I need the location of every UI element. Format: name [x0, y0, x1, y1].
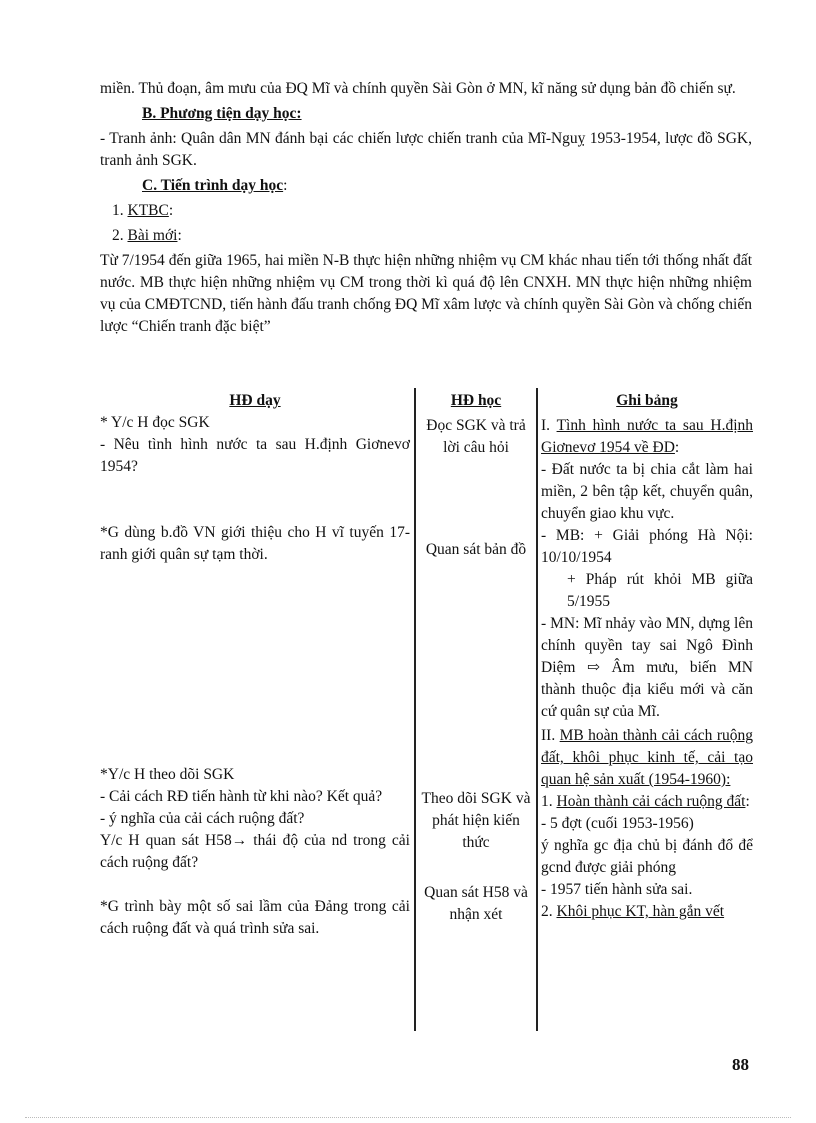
note-item: - Đất nước ta bị chia cắt làm hai miền, 2 bên tập kết, chuyển quân, chuyển giao khu vực. [541, 461, 753, 522]
column-divider [536, 388, 538, 1031]
teach-item: *Y/c H theo dõi SGK [100, 766, 235, 783]
step-2: 2. Bài mới: [112, 227, 182, 244]
section-1-title: I. Tình hình nước ta sau H.định Giơnevơ 1954 về ĐD: [541, 417, 753, 456]
learn-item: Đọc SGK và trả lời câu hỏi [426, 417, 526, 456]
intro-body: Từ 7/1954 đến giữa 1965, hai miền N-B thực hiện những nhiệm vụ CM khác nhau tiến tới thống nhất đất nước. MB thực hiện những nhiệm vụ CM trong thời kì quá độ lên CNXH. MN thực hiện những nhiệm vụ của CMĐTCND, tiến hành đấu tranh chống ĐQ Mĩ xâm lược và chính quyền Sài Gòn và chống chiến lược “Chiến tranh đặc biệt” [100, 252, 752, 335]
header-notes: Ghi bảng [616, 392, 678, 409]
teach-item: Y/c H quan sát H58→ thái độ của nd trong cải cách ruộng đất? [100, 832, 410, 871]
learn-item: Quan sát H58 và nhận xét [424, 884, 528, 923]
means-text: - Tranh ảnh: Quân dân MN đánh bại các chiến lược chiến tranh của Mĩ-Nguỵ 1953-1954, lược đồ SGK, tranh ảnh SGK. [100, 130, 752, 169]
teach-item: * Y/c H đọc SGK [100, 414, 210, 431]
header-teach: HĐ dạy [229, 392, 281, 409]
teach-item: *G trình bày một số sai lầm của Đảng trong cải cách ruộng đất và quá trình sửa sai. [100, 898, 410, 937]
notes-column [541, 415, 753, 923]
teach-item: *G dùng b.đồ VN giới thiệu cho H vĩ tuyến 17- ranh giới quân sự tạm thời. [100, 524, 410, 563]
note-item: - MN: Mĩ nhảy vào MN, dựng lên chính quyền tay sai Ngô Đình Diệm ⇨ Âm mưu, biến MN thành thuộc địa kiểu mới và căn cứ quân sự của Mĩ. [541, 615, 753, 720]
heading-process-colon: : [283, 177, 288, 194]
heading-means: B. Phương tiện dạy học: [142, 105, 302, 122]
teach-item: - Cải cách RĐ tiến hành từ khi nào? Kết quả? [100, 788, 383, 805]
note-item: + Pháp rút khỏi MB giữa 5/1955 [567, 571, 753, 610]
step-1: 1. KTBC: [112, 202, 174, 219]
section-2-title: II. MB hoàn thành cải cách ruộng đất, khôi phục kinh tế, cải tạo quan hệ sản xuất (1954-1960): [541, 727, 753, 788]
subsection-2-title: 2. Khôi phục KT, hàn gắn vết [541, 903, 725, 920]
intro-section [100, 78, 752, 341]
heading-process: C. Tiến trình dạy học [142, 177, 284, 194]
teach-column [100, 412, 410, 940]
note-item: - 1957 tiến hành sửa sai. [541, 881, 693, 898]
intro-line: miền. Thủ đoạn, âm mưu của ĐQ Mĩ và chính quyền Sài Gòn ở MN, kĩ năng sử dụng bản đồ chiến sự. [100, 80, 736, 97]
column-divider [414, 388, 416, 1031]
note-item: - MB: + Giải phóng Hà Nội: 10/10/1954 [541, 527, 753, 566]
teach-item: - ý nghĩa của cải cách ruộng đất? [100, 810, 305, 827]
learn-item: Quan sát bản đồ [425, 541, 527, 558]
note-item: - 5 đợt (cuối 1953-1956) [541, 815, 694, 832]
learn-item: Theo dõi SGK và phát hiện kiến thức [421, 790, 531, 851]
heading-process-line [142, 175, 752, 197]
header-learn: HĐ học [450, 392, 502, 409]
page-edge-divider [25, 1117, 791, 1118]
teach-item: - Nêu tình hình nước ta sau H.định Giơnevơ 1954? [100, 436, 410, 475]
subsection-1-title: 1. Hoàn thành cải cách ruộng đất: [541, 793, 750, 810]
note-item: ý nghĩa gc địa chủ bị đánh đổ để gcnd được giải phóng [541, 837, 753, 876]
page-number: 88 [732, 1055, 749, 1074]
